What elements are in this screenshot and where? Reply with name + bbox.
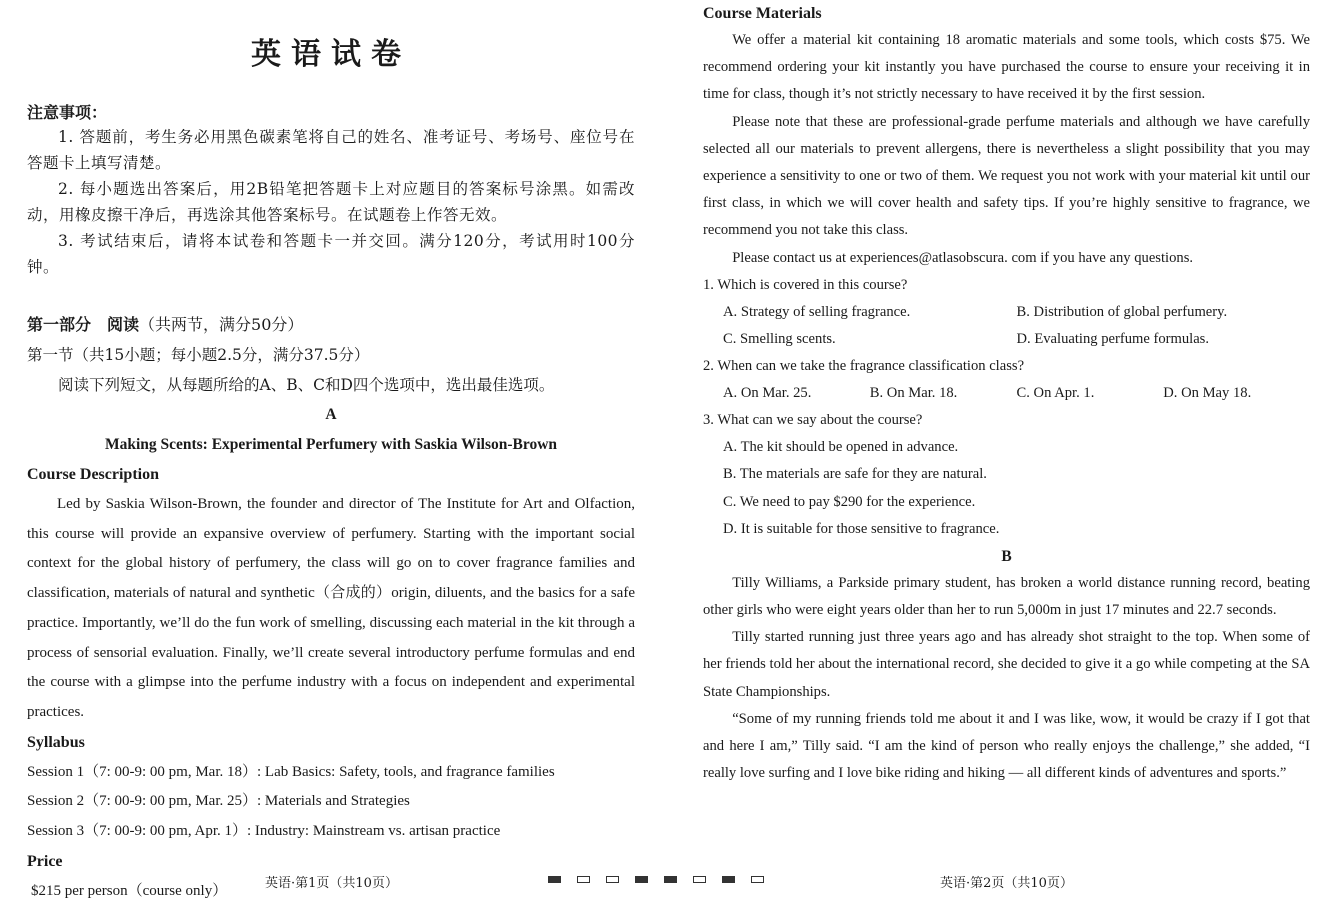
notice-item-3: 3. 考试结束后，请将本试卷和答题卡一并交回。满分120分，考试用时100分钟。 [27, 232, 635, 276]
registration-marks [548, 876, 764, 883]
passage-b-paragraph-1: Tilly Williams, a Parkside primary student, has broken a world distance running record, beating other girls who were eight years older than her to run 5,000m in just 17 minutes and 22.7 seconds. [703, 574, 1310, 618]
q1-option-b: B. Distribution of global perfumery. [1016, 303, 1228, 320]
materials-paragraph-2: Please note that these are professional-grade perfume materials and although we have carefully selected all our materials to prevent allergens, there is nevertheless a slight possibility that you may experience a sensitivity to one or two of them. We request you not work with your material kit until our first class, in which we will cover health and safety tips. If you’re highly sensitive to fragrance, we recommend you not take this class. [703, 113, 1310, 239]
mark-empty [751, 876, 764, 883]
question-1-options-row-2 [703, 326, 1310, 353]
section-heading: 第一节（共15小题；每小题2.5分，满分37.5分） [27, 346, 370, 364]
part-heading-rest: （共两节，满分50分） [139, 315, 304, 334]
notice-item-1: 1. 答题前，考生务必用黑色碳素笔将自己的姓名、准考证号、考场号、座位号在答题卡上填写清楚。 [27, 128, 635, 172]
question-2: 2. When can we take the fragrance classification class? [703, 358, 1025, 375]
session-2: Session 2（7: 00-9: 00 pm, Mar. 25）: Materials and Strategies [27, 793, 410, 810]
course-description-heading: Course Description [27, 466, 159, 483]
mark-empty [693, 876, 706, 883]
mark-filled [722, 876, 735, 883]
price-text: $215 per person（course only） [31, 882, 228, 899]
question-1: 1. Which is covered in this course? [703, 276, 908, 293]
passage-title: Making Scents: Experimental Perfumery with Saskia Wilson-Brown [104, 436, 558, 453]
q1-option-c: C. Smelling scents. [723, 331, 836, 348]
reading-instruction: 阅读下列短文，从每题所给的A、B、C和D四个选项中，选出最佳选项。 [58, 376, 555, 394]
session-1: Session 1（7: 00-9: 00 pm, Mar. 18）: Lab Basics: Safety, tools, and fragrance families [27, 763, 555, 780]
notice-heading: 注意事项： [27, 105, 108, 122]
mark-filled [548, 876, 561, 883]
mark-empty [606, 876, 619, 883]
page-2-footer: 英语·第2页（共10页） [940, 876, 1073, 891]
q3-option-b: B. The materials are safe for they are natural. [723, 466, 987, 483]
q1-option-a: A. Strategy of selling fragrance. [723, 303, 911, 320]
session-3: Session 3（7: 00-9: 00 pm, Apr. 1）: Industry: Mainstream vs. artisan practice [27, 823, 501, 840]
q3-option-a: A. The kit should be opened in advance. [723, 439, 959, 456]
question-2-options [703, 380, 1310, 407]
q2-option-a: A. On Mar. 25. [723, 385, 812, 402]
mark-empty [577, 876, 590, 883]
passage-b-paragraph-3: “Some of my running friends told me about it and I was like, wow, it would be crazy if I got that and here I am,” Tilly said. “I am the kind of person who really enjoys the challenge,” she added, “I really love surfing and I love bike riding and hiking — all different kinds of adventures and sports.” [703, 710, 1310, 782]
q3-option-d: D. It is suitable for those sensitive to fragrance. [723, 520, 1000, 537]
q3-option-c: C. We need to pay $290 for the experience. [723, 493, 976, 510]
passage-letter-a: A [325, 406, 337, 423]
part-heading [27, 310, 635, 340]
q2-option-d: D. On May 18. [1163, 385, 1252, 402]
part-heading-bold: 第一部分 阅读 [27, 315, 140, 334]
mark-filled [664, 876, 677, 883]
price-heading: Price [27, 852, 63, 870]
question-1-options-row-1 [703, 299, 1310, 326]
page-1-footer: 英语·第1页（共10页） [265, 876, 398, 891]
q1-option-d: D. Evaluating perfume formulas. [1016, 331, 1209, 348]
left-page [0, 0, 665, 900]
right-page [690, 0, 1335, 900]
notice-item-2: 2. 每小题选出答案后，用2B铅笔把答题卡上对应题目的答案标号涂黑。如需改动，用橡皮擦干净后，再选涂其他答案标号。在试题卷上作答无效。 [27, 180, 635, 224]
mark-filled [635, 876, 648, 883]
materials-paragraph-3: Please contact us at experiences@atlasobscura. com if you have any questions. [732, 249, 1194, 266]
passage-letter-b: B [1001, 547, 1012, 565]
q2-option-c: C. On Apr. 1. [1016, 385, 1095, 402]
syllabus-heading: Syllabus [27, 733, 85, 751]
course-description: Led by Saskia Wilson-Brown, the founder and director of The Institute for Art and Olfaction, this course will provide an expansive overview of perfumery. Starting with the important social context for the global history of perfumery, the class will go on to cover fragrance families and classification, materials of natural and synthetic（合成的）origin, diluents, and the basics for a safe practice. Importantly, we’ll do the fun work of smelling, discussing each material in the kit through a process of sensorial evaluation. Finally, we’ll create several introductory perfume formulas and end the course with a glimpse into the perfume industry with a focus on independent and experimental practices. [27, 496, 635, 720]
course-materials-heading: Course Materials [703, 5, 822, 22]
q2-option-b: B. On Mar. 18. [869, 385, 958, 402]
question-3: 3. What can we say about the course? [703, 412, 923, 429]
exam-title: 英语试卷 [251, 37, 411, 72]
materials-paragraph-1: We offer a material kit containing 18 aromatic materials and some tools, which costs $75. We recommend ordering your kit instantly you have purchased the course to ensure your receiving it in time for class, though it’s not strictly necessary to have received it by the first session. [703, 32, 1310, 103]
passage-b-paragraph-2: Tilly started running just three years ago and has already shot straight to the top. When some of her friends told her about the international record, she decided to give it a go while competing at the SA State Championships. [703, 629, 1310, 700]
